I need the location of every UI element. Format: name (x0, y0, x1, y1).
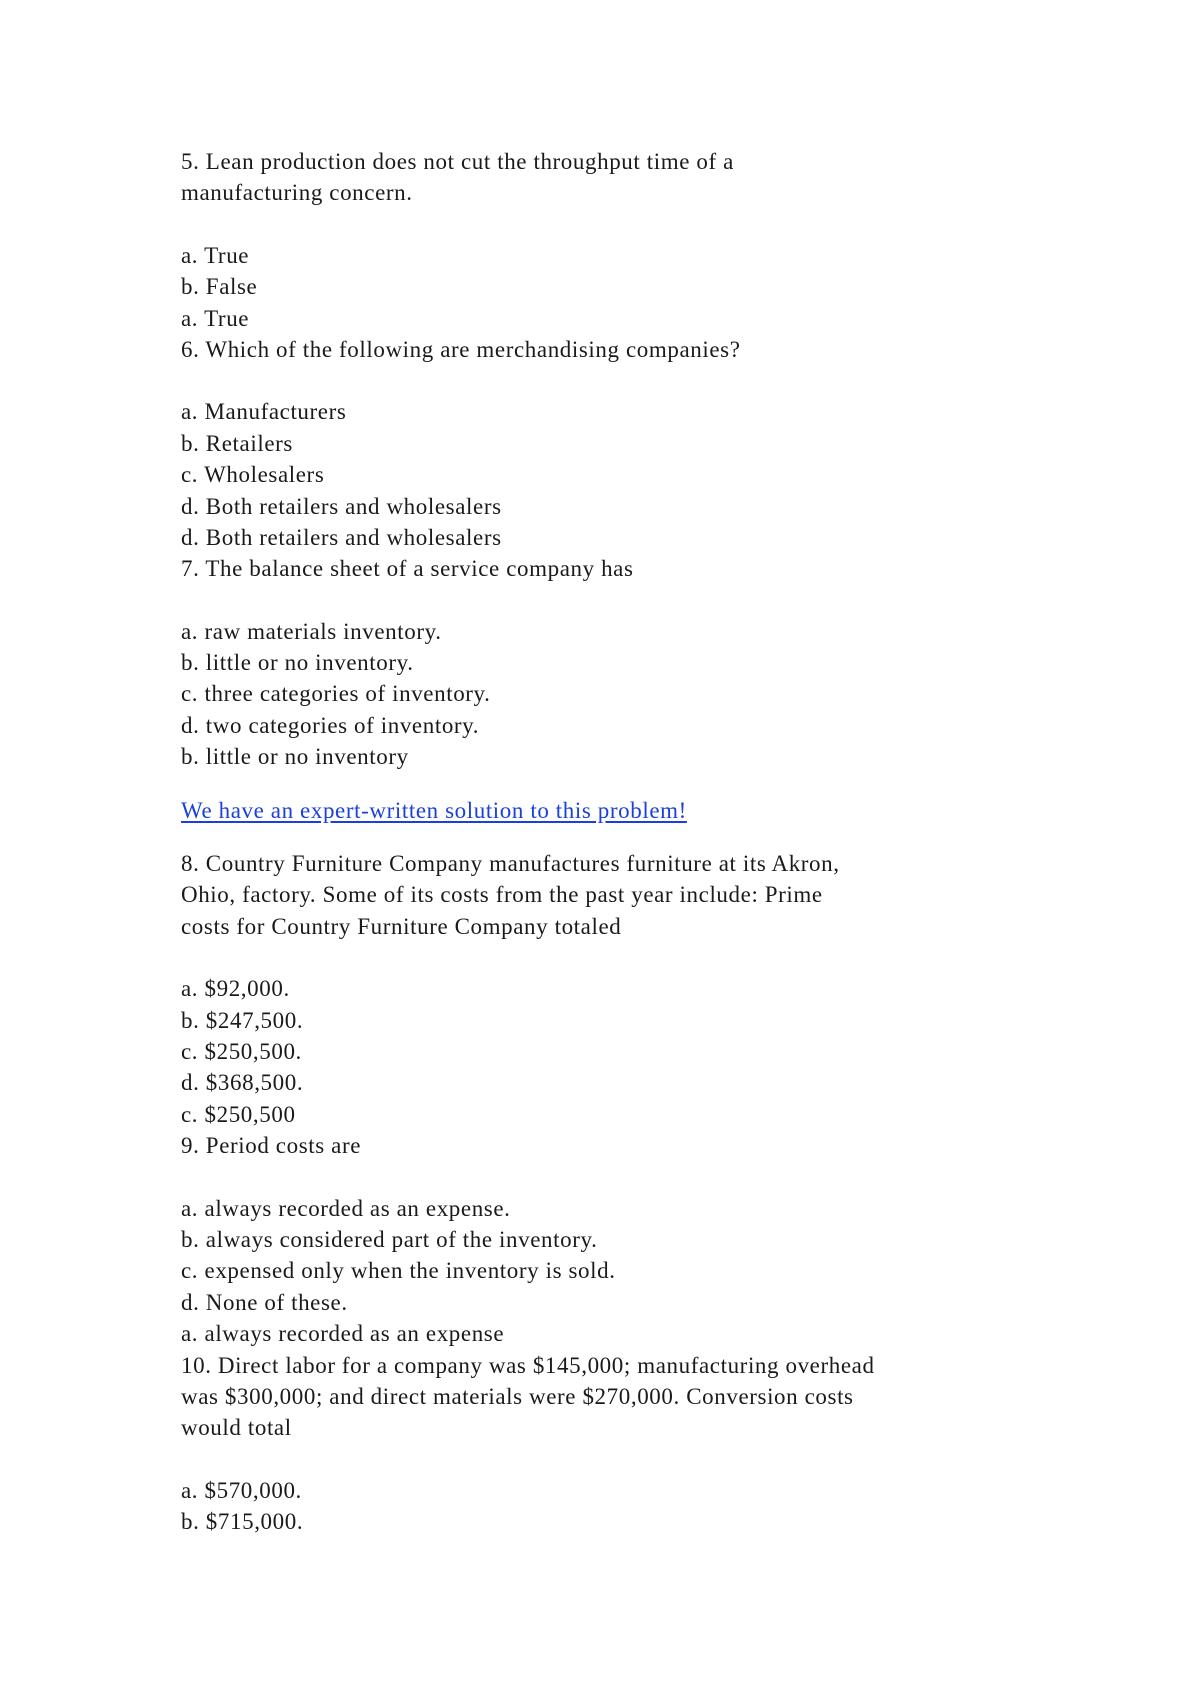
question-text: manufacturing concern. (181, 180, 413, 206)
question-text: 8. Country Furniture Company manufactures furniture at its Akron, (181, 851, 840, 877)
question-text: 9. Period costs are (181, 1133, 362, 1159)
correct-answer: a. True (181, 305, 250, 331)
question-text: 10. Direct labor for a company was $145,000; manufacturing overhead (181, 1352, 875, 1378)
answer-option: b. $247,500. (181, 1007, 304, 1033)
question-6 (181, 334, 1041, 553)
question-text: was $300,000; and direct materials were $270,000. Conversion costs (181, 1383, 854, 1409)
answer-option: d. two categories of inventory. (181, 712, 480, 738)
answer-option: b. always considered part of the inventory. (181, 1226, 598, 1252)
correct-answer: b. little or no inventory (181, 744, 409, 770)
question-10 (181, 1350, 1041, 1538)
answer-option: a. always recorded as an expense. (181, 1195, 511, 1221)
answer-option: c. $250,500. (181, 1038, 302, 1064)
question-text: 7. The balance sheet of a service company has (181, 556, 634, 582)
answer-option: c. expensed only when the inventory is sold. (181, 1258, 616, 1284)
question-9 (181, 1130, 1041, 1349)
answer-option: a. $570,000. (181, 1477, 302, 1503)
question-text: Ohio, factory. Some of its costs from the past year include: Prime (181, 882, 823, 908)
answer-option: d. Both retailers and wholesalers (181, 493, 502, 519)
correct-answer: c. $250,500 (181, 1101, 296, 1127)
answer-option: a. True (181, 242, 250, 268)
answer-option: a. $92,000. (181, 976, 290, 1002)
expert-solution-link[interactable]: We have an expert-written solution to this problem! (181, 797, 687, 823)
question-text: 6. Which of the following are merchandising companies? (181, 336, 741, 362)
question-text: 5. Lean production does not cut the throughput time of a (181, 149, 734, 174)
answer-option: a. raw materials inventory. (181, 618, 442, 644)
answer-option: a. Manufacturers (181, 399, 347, 425)
answer-option: c. Wholesalers (181, 462, 325, 488)
answer-option: d. None of these. (181, 1289, 348, 1315)
answer-option: b. little or no inventory. (181, 650, 414, 676)
question-7 (181, 553, 1041, 772)
answer-option: b. Retailers (181, 430, 293, 456)
correct-answer: d. Both retailers and wholesalers (181, 524, 502, 550)
correct-answer: a. always recorded as an expense (181, 1321, 505, 1347)
answer-option: b. $715,000. (181, 1509, 304, 1535)
question-8 (181, 848, 1041, 1130)
answer-option: b. False (181, 274, 258, 300)
answer-option: d. $368,500. (181, 1070, 304, 1096)
question-text: costs for Country Furniture Company totaled (181, 913, 622, 939)
question-text: would total (181, 1415, 292, 1441)
document-page (181, 146, 1041, 1537)
question-5 (181, 146, 1041, 334)
answer-option: c. three categories of inventory. (181, 681, 491, 707)
